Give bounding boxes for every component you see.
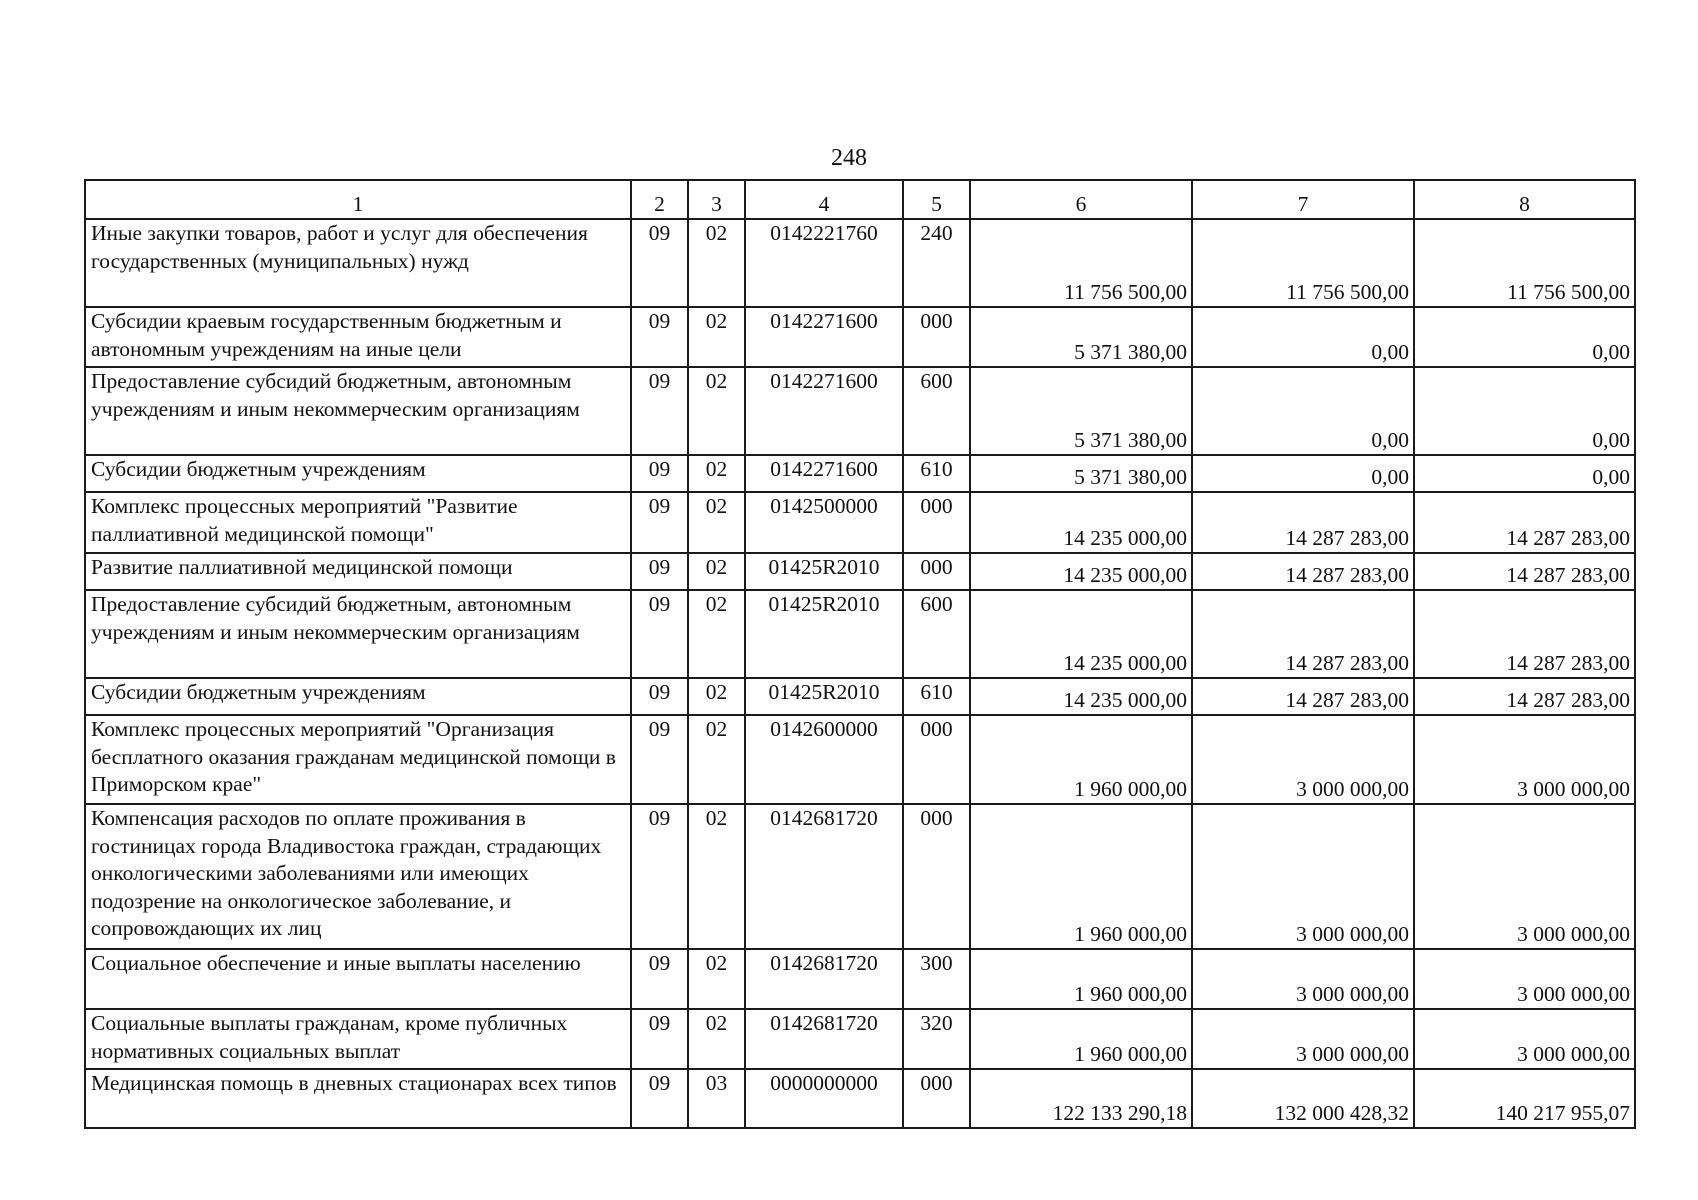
- expense-type-cell: 000: [903, 553, 970, 590]
- target-article-cell: 01425R2010: [745, 590, 903, 678]
- amount-col7-cell: 3 000 000,00: [1192, 715, 1414, 804]
- amount-col6-cell: 14 235 000,00: [970, 678, 1192, 715]
- expense-type-cell: 000: [903, 307, 970, 367]
- row-name-cell: Субсидии бюджетным учреждениям: [85, 455, 631, 492]
- section-code-cell: 09: [631, 590, 688, 678]
- row-name-cell: Компенсация расходов по оплате проживания в гостиницах города Владивостока граждан, страдающих онкологическими заболеваниями или имеющих подозрение на онкологическое заболевание, и сопровождающих их лиц: [85, 804, 631, 949]
- table-row: [85, 1009, 1635, 1069]
- header-row: [85, 180, 1635, 219]
- amount-col6-cell: 5 371 380,00: [970, 455, 1192, 492]
- expense-type-cell: 240: [903, 219, 970, 307]
- section-code-cell: 09: [631, 1009, 688, 1069]
- section-code-cell: 09: [631, 455, 688, 492]
- expense-type-cell: 000: [903, 715, 970, 804]
- amount-col7-cell: 11 756 500,00: [1192, 219, 1414, 307]
- section-code-cell: 09: [631, 715, 688, 804]
- target-article-cell: 0142600000: [745, 715, 903, 804]
- amount-col7-cell: 0,00: [1192, 367, 1414, 455]
- section-code-cell: 09: [631, 492, 688, 553]
- amount-col8-cell: 14 287 283,00: [1414, 678, 1635, 715]
- amount-col7-cell: 14 287 283,00: [1192, 492, 1414, 553]
- amount-col6-cell: 1 960 000,00: [970, 804, 1192, 949]
- amount-col7-cell: 14 287 283,00: [1192, 553, 1414, 590]
- amount-col6-cell: 14 235 000,00: [970, 590, 1192, 678]
- section-code-cell: 09: [631, 219, 688, 307]
- amount-col6-cell: 5 371 380,00: [970, 307, 1192, 367]
- target-article-cell: 0142681720: [745, 804, 903, 949]
- amount-col8-cell: 0,00: [1414, 307, 1635, 367]
- subsection-code-cell: 02: [688, 307, 745, 367]
- row-name-cell: Предоставление субсидий бюджетным, автономным учреждениям и иным некоммерческим организациям: [85, 367, 631, 455]
- amount-col8-cell: 3 000 000,00: [1414, 804, 1635, 949]
- amount-col6-cell: 14 235 000,00: [970, 553, 1192, 590]
- amount-col6-cell: 122 133 290,18: [970, 1069, 1192, 1128]
- target-article-cell: 0142271600: [745, 367, 903, 455]
- table-row: [85, 455, 1635, 492]
- amount-col7-cell: 0,00: [1192, 455, 1414, 492]
- section-code-cell: 09: [631, 307, 688, 367]
- row-name-cell: Иные закупки товаров, работ и услуг для обеспечения государственных (муниципальных) нужд: [85, 219, 631, 307]
- table-row: [85, 492, 1635, 553]
- subsection-code-cell: 02: [688, 949, 745, 1009]
- amount-col8-cell: 3 000 000,00: [1414, 715, 1635, 804]
- table-row: [85, 949, 1635, 1009]
- expense-type-cell: 320: [903, 1009, 970, 1069]
- target-article-cell: 01425R2010: [745, 678, 903, 715]
- amount-col6-cell: 11 756 500,00: [970, 219, 1192, 307]
- header-cell-7: 7: [1192, 180, 1414, 219]
- target-article-cell: 0142271600: [745, 307, 903, 367]
- section-code-cell: 09: [631, 678, 688, 715]
- amount-col7-cell: 132 000 428,32: [1192, 1069, 1414, 1128]
- section-code-cell: 09: [631, 804, 688, 949]
- header-cell-1: 1: [85, 180, 631, 219]
- section-code-cell: 09: [631, 1069, 688, 1128]
- target-article-cell: 0142221760: [745, 219, 903, 307]
- subsection-code-cell: 02: [688, 553, 745, 590]
- target-article-cell: 0142271600: [745, 455, 903, 492]
- row-name-cell: Медицинская помощь в дневных стационарах всех типов: [85, 1069, 631, 1128]
- amount-col8-cell: 3 000 000,00: [1414, 1009, 1635, 1069]
- header-cell-2: 2: [631, 180, 688, 219]
- row-name-cell: Социальное обеспечение и иные выплаты населению: [85, 949, 631, 1009]
- section-code-cell: 09: [631, 553, 688, 590]
- subsection-code-cell: 02: [688, 590, 745, 678]
- amount-col7-cell: 3 000 000,00: [1192, 1009, 1414, 1069]
- budget-table: [84, 179, 1636, 1129]
- section-code-cell: 09: [631, 367, 688, 455]
- amount-col6-cell: 1 960 000,00: [970, 715, 1192, 804]
- amount-col6-cell: 5 371 380,00: [970, 367, 1192, 455]
- expense-type-cell: 000: [903, 492, 970, 553]
- subsection-code-cell: 02: [688, 678, 745, 715]
- expense-type-cell: 610: [903, 455, 970, 492]
- amount-col8-cell: 0,00: [1414, 455, 1635, 492]
- amount-col7-cell: 14 287 283,00: [1192, 678, 1414, 715]
- expense-type-cell: 000: [903, 804, 970, 949]
- table-row: [85, 553, 1635, 590]
- expense-type-cell: 000: [903, 1069, 970, 1128]
- amount-col6-cell: 14 235 000,00: [970, 492, 1192, 553]
- expense-type-cell: 300: [903, 949, 970, 1009]
- header-cell-6: 6: [970, 180, 1192, 219]
- amount-col8-cell: 3 000 000,00: [1414, 949, 1635, 1009]
- target-article-cell: 0142681720: [745, 1009, 903, 1069]
- row-name-cell: Развитие паллиативной медицинской помощи: [85, 553, 631, 590]
- amount-col8-cell: 140 217 955,07: [1414, 1069, 1635, 1128]
- amount-col8-cell: 14 287 283,00: [1414, 590, 1635, 678]
- subsection-code-cell: 02: [688, 367, 745, 455]
- amount-col8-cell: 11 756 500,00: [1414, 219, 1635, 307]
- section-code-cell: 09: [631, 949, 688, 1009]
- table-row: [85, 804, 1635, 949]
- amount-col6-cell: 1 960 000,00: [970, 949, 1192, 1009]
- header-cell-4: 4: [745, 180, 903, 219]
- row-name-cell: Социальные выплаты гражданам, кроме публичных нормативных социальных выплат: [85, 1009, 631, 1069]
- subsection-code-cell: 02: [688, 219, 745, 307]
- amount-col6-cell: 1 960 000,00: [970, 1009, 1192, 1069]
- header-cell-8: 8: [1414, 180, 1635, 219]
- table-row: [85, 590, 1635, 678]
- table-row: [85, 219, 1635, 307]
- amount-col8-cell: 14 287 283,00: [1414, 492, 1635, 553]
- target-article-cell: 0142500000: [745, 492, 903, 553]
- subsection-code-cell: 02: [688, 455, 745, 492]
- expense-type-cell: 600: [903, 367, 970, 455]
- subsection-code-cell: 02: [688, 804, 745, 949]
- subsection-code-cell: 03: [688, 1069, 745, 1128]
- table-row: [85, 678, 1635, 715]
- amount-col7-cell: 0,00: [1192, 307, 1414, 367]
- row-name-cell: Субсидии бюджетным учреждениям: [85, 678, 631, 715]
- table-row: [85, 307, 1635, 367]
- amount-col7-cell: 3 000 000,00: [1192, 949, 1414, 1009]
- subsection-code-cell: 02: [688, 492, 745, 553]
- amount-col8-cell: 0,00: [1414, 367, 1635, 455]
- expense-type-cell: 610: [903, 678, 970, 715]
- header-cell-3: 3: [688, 180, 745, 219]
- subsection-code-cell: 02: [688, 715, 745, 804]
- target-article-cell: 0000000000: [745, 1069, 903, 1128]
- row-name-cell: Субсидии краевым государственным бюджетным и автономным учреждениям на иные цели: [85, 307, 631, 367]
- row-name-cell: Предоставление субсидий бюджетным, автономным учреждениям и иным некоммерческим организациям: [85, 590, 631, 678]
- table-row: [85, 367, 1635, 455]
- table-row: [85, 715, 1635, 804]
- header-cell-5: 5: [903, 180, 970, 219]
- target-article-cell: 01425R2010: [745, 553, 903, 590]
- table-row: [85, 1069, 1635, 1128]
- row-name-cell: Комплекс процессных мероприятий "Развитие паллиативной медицинской помощи": [85, 492, 631, 553]
- page-number: 248: [831, 145, 867, 171]
- row-name-cell: Комплекс процессных мероприятий "Организация бесплатного оказания гражданам медицинской помощи в Приморском крае": [85, 715, 631, 804]
- target-article-cell: 0142681720: [745, 949, 903, 1009]
- amount-col8-cell: 14 287 283,00: [1414, 553, 1635, 590]
- expense-type-cell: 600: [903, 590, 970, 678]
- amount-col7-cell: 3 000 000,00: [1192, 804, 1414, 949]
- amount-col7-cell: 14 287 283,00: [1192, 590, 1414, 678]
- subsection-code-cell: 02: [688, 1009, 745, 1069]
